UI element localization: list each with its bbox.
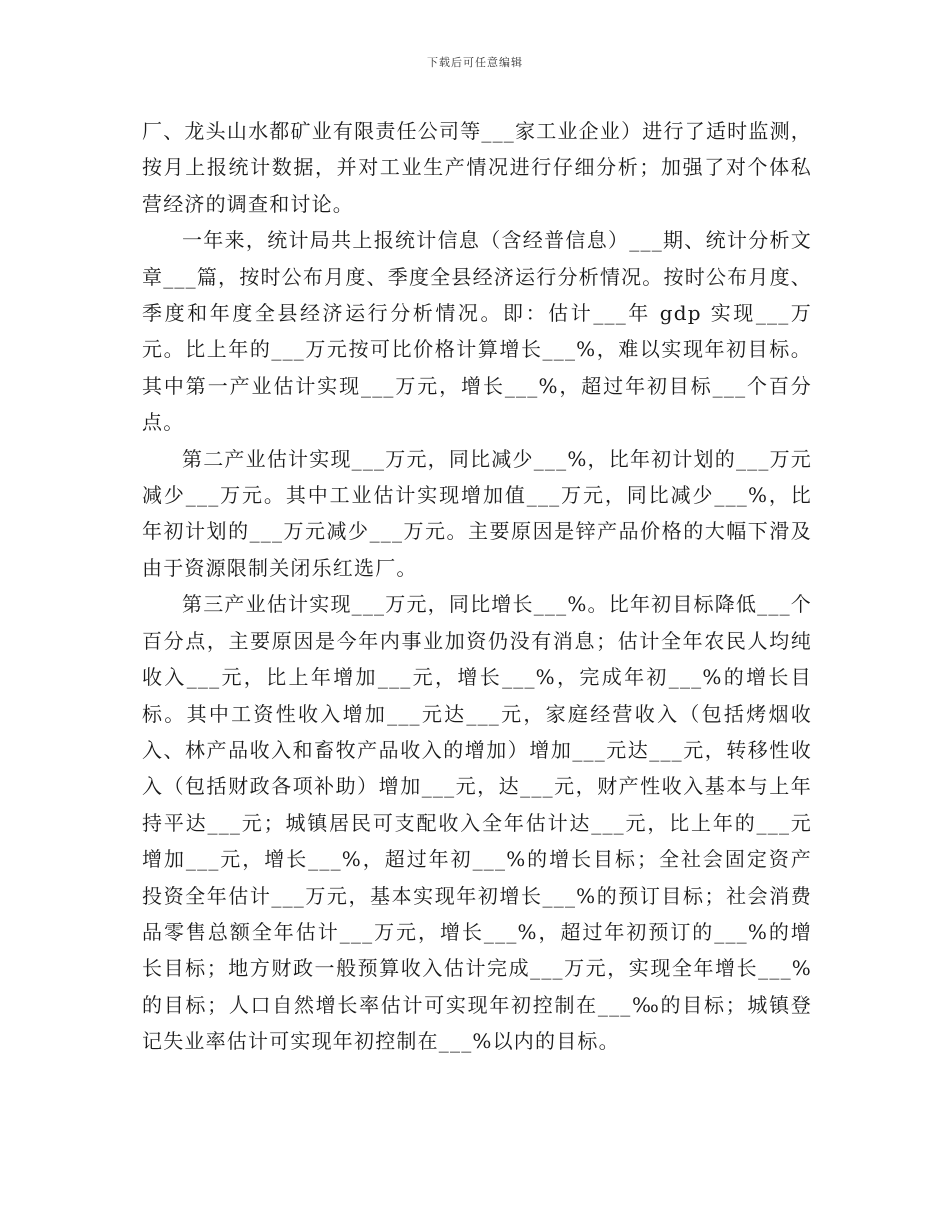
paragraph-4: 第三产业估计实现___万元，同比增长___%。比年初目标降低___个百分点，主要原因是今年内事业加资仍没有消息；估计全年农民人均纯收入___元，比上年增加___元，增长___%，完成年初___%的增长目标。其中工资性收入增加___元达___元，家庭经营收入（包括烤烟收入、林产品收入和畜牧产品收入的增加）增加___元达___元，转移性收入（包括财政各项补助）增加___元，达___元，财产性收入基本与上年持平达___元；城镇居民可支配收入全年估计达___元，比上年的___元增加___元，增长___%，超过年初___%的增长目标；全社会固定资产投资全年估计___万元，基本实现年初增长___%的预订目标；社会消费品零售总额全年估计___万元，增长___%，超过年初预订的___%的增长目标；地方财政一般预算收入估计完成___万元，实现全年增长___%的目标；人口自然增长率估计可实现年初控制在___‰的目标；城镇登记失业率估计可实现年初控制在___%以内的目标。 <box>142 592 812 1054</box>
paragraph-1: 厂、龙头山水都矿业有限责任公司等___家工业企业）进行了适时监测，按月上报统计数据，并对工业生产情况进行仔细分析；加强了对个体私营经济的调查和讨论。 <box>142 119 812 216</box>
paragraph-2: 一年来，统计局共上报统计信息（含经普信息）___期、统计分析文章___篇，按时公布月度、季度全县经济运行分析情况。按时公布月度、季度和年度全县经济运行分析情况。即：估计___年 gdp 实现___万元。比上年的___万元按可比价格计算增长___%，难以实现年初目标。其中第一产业估计实现___万元，增长___%，超过年初目标___个百分点。 <box>142 228 812 435</box>
paragraph-3: 第二产业估计实现___万元，同比减少___%，比年初计划的___万元减少___万元。其中工业估计实现增加值___万元，同比减少___%，比年初计划的___万元减少___万元。主要原因是锌产品价格的大幅下滑及由于资源限制关闭乐红选厂。 <box>142 446 812 580</box>
page-header: 下载后可任意编辑 <box>427 56 523 69</box>
document-body <box>142 113 812 1060</box>
